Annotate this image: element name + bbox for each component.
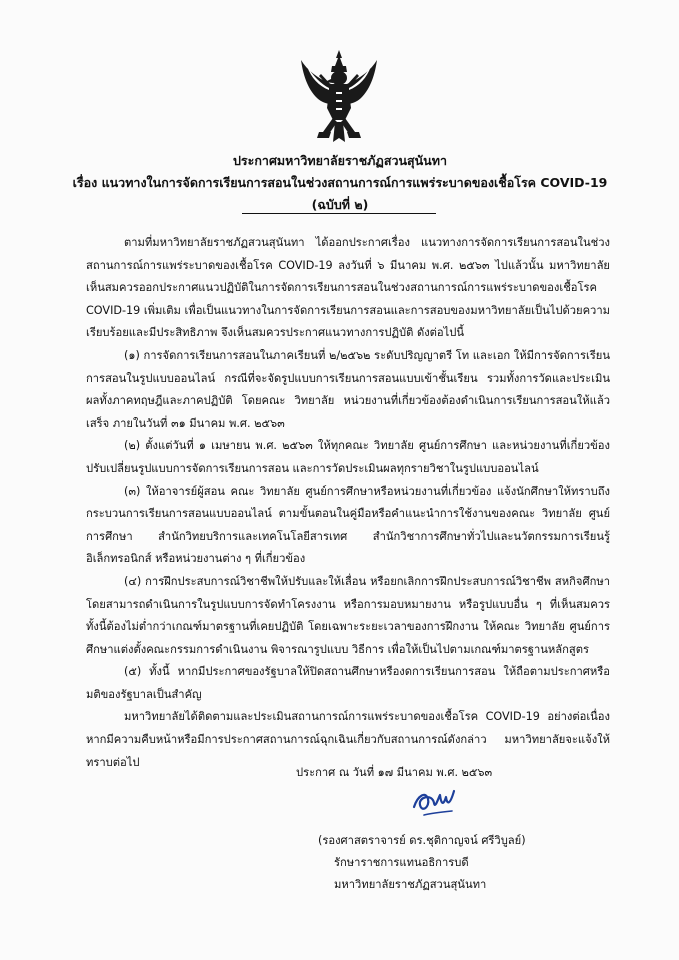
signer-position: รักษาราชการแทนอธิการบดี bbox=[334, 856, 469, 869]
handwritten-signature-icon bbox=[410, 785, 460, 819]
garuda-emblem-icon bbox=[299, 48, 379, 144]
item-paragraph-3: (๓) ให้อาจารย์ผู้สอน คณะ วิทยาลัย ศูนย์การศึกษาหรือหน่วยงานที่เกี่ยวข้อง แจ้งนักศึกษาให้ทราบถึงกระบวนการเรียนการสอนแบบออนไลน์ ตามขั้นตอนในคู่มือหรือคำแนะนำการใช้งานของคณะ วิทยาลัย ศูนย์การศึกษา สำนักวิทยบริการและเทคโนโลยีสารเทศ สำนักวิชาการศึกษาทั่วไปและนวัตกรรมการเรียนรู้อิเล็กทรอนิกส์ หรือหน่วยงานต่าง ๆ ที่เกี่ยวข้อง bbox=[86, 484, 610, 566]
signer-organization: มหาวิทยาลัยราชภัฏสวนสุนันทา bbox=[334, 878, 487, 891]
intro-paragraph: ตามที่มหาวิทยาลัยราชภัฏสวนสุนันทา ได้ออกประกาศเรื่อง แนวทางการจัดการเรียนการสอนในช่วงสถานการณ์การแพร่ระบาดของเชื้อโรค COVID-19 ลงวันที่ ๖ มีนาคม พ.ศ. ๒๕๖๓ ไปแล้วนั้น มหาวิทยาลัยเห็นสมควรออกประกาศแนวปฏิบัติในการจัดการเรียนการสอนในช่วงสถานการณ์การแพร่ระบาดของเชื้อโรค COVID-19 เพิ่มเติม เพื่อเป็นแนวทางในการจัดการเรียนการสอนและการสอบของมหาวิทยาลัยเป็นไปด้วยความเรียบร้อยและมีประสิทธิภาพ จึงเห็นสมควรประกาศแนวทางการปฏิบัติ ดังต่อไปนี้ bbox=[86, 236, 610, 340]
header-divider bbox=[242, 213, 436, 214]
edition-title: (ฉบับที่ ๒) bbox=[311, 197, 369, 212]
signer-block bbox=[318, 830, 608, 896]
subject-title: เรื่อง แนวทางในการจัดการเรียนการสอนในช่วงสถานการณ์การแพร่ระบาดของเชื้อโรค COVID-19 bbox=[72, 175, 608, 190]
item-paragraph-1: (๑) การจัดการเรียนการสอนในภาคเรียนที่ ๒/๒๕๖๒ ระดับปริญญาตรี โท และเอก ให้มีการจัดการเรียนการสอนในรูปแบบออนไลน์ กรณีที่จะจัดรูปแบบการเรียนการสอนแบบเข้าชั้นเรียน รวมทั้งการวัดและประเมินผลทั้งภาคทฤษฎีและภาคปฏิบัติ โดยคณะ วิทยาลัย หน่วยงานที่เกี่ยวข้องต้องดำเนินการเรียนการสอนให้แล้วเสร็จ ภายในวันที่ ๓๑ มีนาคม พ.ศ. ๒๕๖๓ bbox=[86, 348, 610, 430]
item-paragraph-2: (๒) ตั้งแต่วันที่ ๑ เมษายน พ.ศ. ๒๕๖๓ ให้ทุกคณะ วิทยาลัย ศูนย์การศึกษา และหน่วยงานที่เกี่ยวข้อง ปรับเปลี่ยนรูปแบบการจัดการเรียนการสอน และการวัดประเมินผลทุกรายวิชาในรูปแบบออนไลน์ bbox=[86, 439, 610, 475]
item-paragraph-5: (๕) ทั้งนี้ หากมีประกาศของรัฐบาลให้ปิดสถานศึกษาหรืองดการเรียนการสอน ให้ถือตามประกาศหรือมติของรัฐบาลเป็นสำคัญ bbox=[86, 665, 610, 701]
institution-title: ประกาศมหาวิทยาลัยราชภัฏสวนสุนันทา bbox=[233, 153, 447, 168]
item-paragraph-4: (๔) การฝึกประสบการณ์วิชาชีพให้ปรับและให้เลื่อน หรือยกเลิกการฝึกประสบการณ์วิชาชีพ สหกิจศึกษา โดยสามารถดำเนินการในรูปแบบการจัดทำโครงงาน หรือการมอบหมายงาน หรือรูปแบบอื่น ๆ ที่เห็นสมควร ทั้งนี้ต้องไม่ต่ำกว่าเกณฑ์มาตรฐานที่เคยปฏิบัติ โดยเฉพาะระยะเวลาของการฝึกงาน ให้คณะ วิทยาลัย ศูนย์การศึกษาแต่งตั้งคณะกรรมการดำเนินงาน พิจารณารูปแบบ วิธีการ เพื่อให้เป็นไปตามเกณฑ์มาตรฐานหลักสูตร bbox=[86, 574, 610, 656]
signer-name: (รองศาสตราจารย์ ดร.ชุติกาญจน์ ศรีวิบูลย์) bbox=[318, 834, 526, 847]
announcement-header bbox=[40, 150, 640, 216]
conclusion-paragraph: มหาวิทยาลัยได้ติดตามและประเมินสถานการณ์การแพร่ระบาดของเชื้อโรค COVID-19 อย่างต่อเนื่อง หากมีความคืบหน้าหรือมีการประกาศสถานการณ์ฉุกเฉินเกี่ยวกับสถานการณ์ดังกล่าว มหาวิทยาลัยจะแจ้งให้ทราบต่อไป bbox=[86, 710, 610, 769]
announcement-body bbox=[86, 232, 610, 774]
announcement-date: ประกาศ ณ วันที่ ๑๗ มีนาคม พ.ศ. ๒๕๖๓ bbox=[296, 766, 493, 779]
